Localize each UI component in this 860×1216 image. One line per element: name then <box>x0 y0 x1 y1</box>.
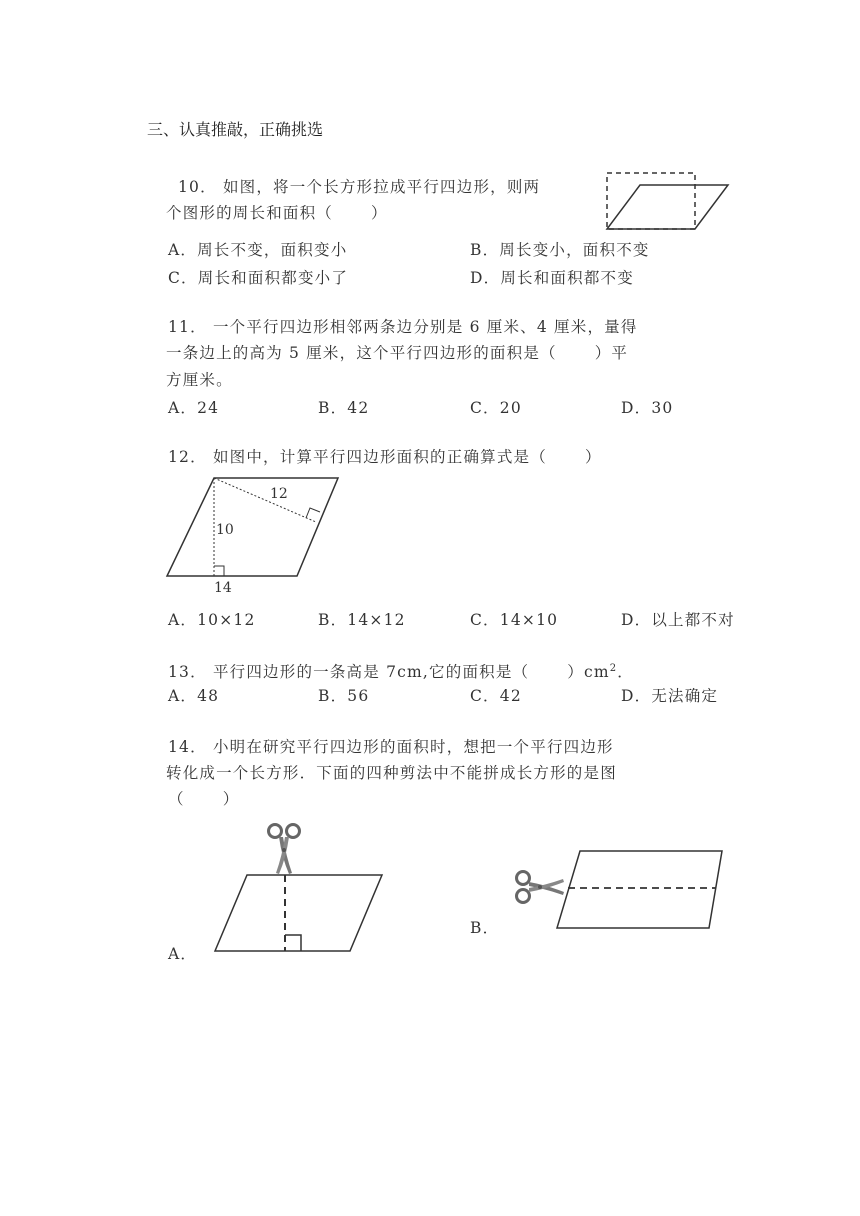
q14-line3: （ ） <box>168 790 240 808</box>
q10-line1: 10． 如图，将一个长方形拉成平行四边形，则两 <box>178 178 541 196</box>
q12-option-c[interactable]: C．14×10 <box>470 611 559 629</box>
q12-parallelogram <box>167 478 338 576</box>
q13-unit-superscript: 2 <box>609 663 618 674</box>
q14-a-parallelogram <box>215 875 382 951</box>
q14-line1: 14． 小明在研究平行四边形的面积时，想把一个平行四边形 <box>168 738 614 756</box>
q13-option-c[interactable]: C．42 <box>470 687 522 705</box>
q11-option-a[interactable]: A．24 <box>168 399 220 417</box>
q12-line1: 12． 如图中，计算平行四边形面积的正确算式是（ ） <box>168 448 602 466</box>
q12-option-a[interactable]: A．10×12 <box>168 611 256 629</box>
q11-option-d[interactable]: D．30 <box>621 399 674 417</box>
q10-option-a[interactable]: A．周长不变，面积变小 <box>168 241 348 259</box>
q12-option-d[interactable]: D．以上都不对 <box>621 611 735 629</box>
q12-right-angle-side <box>306 508 320 518</box>
q11-option-b[interactable]: B．42 <box>318 399 370 417</box>
q14-b-scissors-icon <box>517 872 565 903</box>
q10-option-b[interactable]: B．周长变小，面积不变 <box>470 241 650 259</box>
q11-option-c[interactable]: C．20 <box>470 399 522 417</box>
q12-option-b[interactable]: B．14×12 <box>318 611 406 629</box>
q10-line2: 个图形的周长和面积（ ） <box>166 204 388 222</box>
q14-line2: 转化成一个长方形．下面的四种剪法中不能拼成长方形的是图 <box>166 764 617 782</box>
q14-option-b[interactable]: B． <box>470 919 500 937</box>
q14-figure-b <box>512 845 727 935</box>
q10-option-c[interactable]: C．周长和面积都变小了 <box>168 269 349 287</box>
q14-figure-a <box>210 818 390 958</box>
q10-figure <box>604 170 734 232</box>
q14-a-scissors-icon <box>269 825 300 875</box>
q13-option-b[interactable]: B．56 <box>318 687 370 705</box>
q12-right-angle-bottom <box>214 566 224 576</box>
q13-line1: 13． 平行四边形的一条高是 7cm,它的面积是（ ）$cm^2$． <box>168 663 634 682</box>
q10-parallelogram <box>607 185 728 229</box>
q14-option-a[interactable]: A． <box>168 945 198 963</box>
q11-line2: 一条边上的高为 5 厘米，这个平行四边形的面积是（ ）平 <box>166 344 629 362</box>
q12-label-height: 10 <box>216 522 234 538</box>
q14-a-right-angle <box>285 935 301 951</box>
section-title: 三、认真推敲，正确挑选 <box>147 120 324 139</box>
q10-option-d[interactable]: D．周长和面积都不变 <box>470 269 634 287</box>
q12-figure <box>160 470 370 600</box>
q13-option-a[interactable]: A．48 <box>168 687 220 705</box>
q12-slant-height-line <box>214 478 316 522</box>
q12-label-slant-height: 12 <box>270 486 288 502</box>
q11-line1: 11． 一个平行四边形相邻两条边分别是 6 厘米、4 厘米，量得 <box>168 318 638 336</box>
q11-line3: 方厘米。 <box>166 371 233 389</box>
q13-option-d[interactable]: D．无法确定 <box>621 687 719 705</box>
q14-b-parallelogram <box>557 851 722 928</box>
q10-dashed-rectangle <box>607 173 695 229</box>
q12-label-base: 14 <box>214 580 232 596</box>
